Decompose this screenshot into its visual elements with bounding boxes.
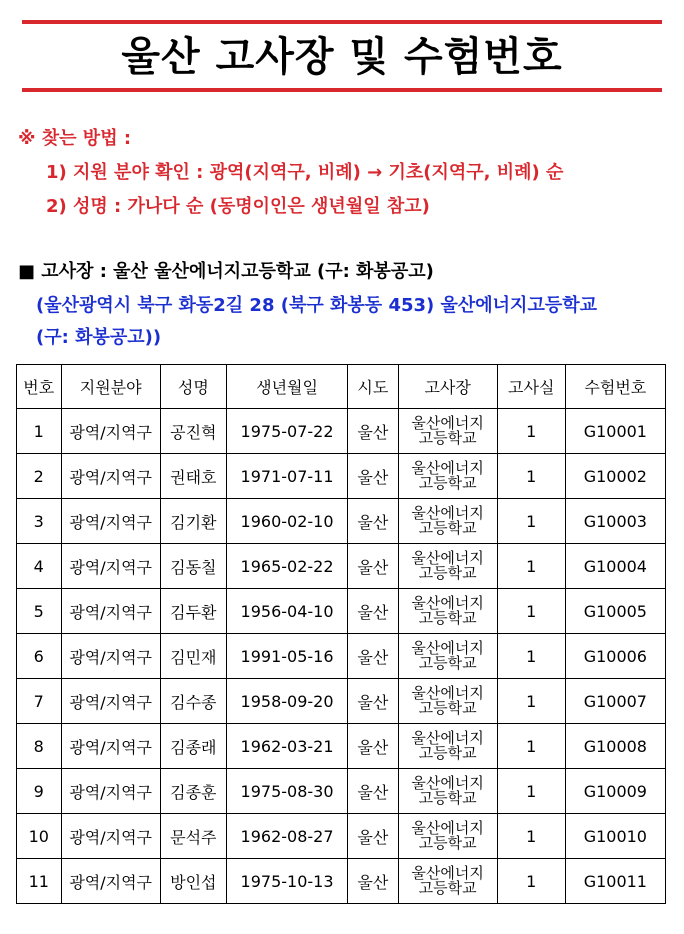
cell-city: 울산 (348, 499, 398, 544)
cell-city: 울산 (348, 769, 398, 814)
venue-label: ■ 고사장 : 울산 울산에너지고등학교 (구: 화봉공고) (18, 261, 434, 282)
exam-site-line-1: 울산에너지 (411, 504, 484, 522)
cell-birthdate: 1991-05-16 (226, 634, 347, 679)
exam-site-line-2: 고등학교 (418, 699, 477, 717)
cell-city: 울산 (348, 814, 398, 859)
exam-site-line-2: 고등학교 (418, 519, 477, 537)
header-number: 번호 (17, 365, 62, 409)
exam-site-line-2: 고등학교 (418, 789, 477, 807)
cell-name: 김민재 (160, 634, 226, 679)
cell-field: 광역/지역구 (61, 769, 160, 814)
exam-site-line-1: 울산에너지 (411, 414, 484, 432)
cell-exam-room: 1 (497, 769, 565, 814)
exam-site-line-1: 울산에너지 (411, 594, 484, 612)
table-row (17, 544, 666, 589)
cell-exam-number: G10011 (565, 859, 665, 904)
cell-exam-number: G10008 (565, 724, 665, 769)
exam-site-line-1: 울산에너지 (411, 819, 484, 837)
cell-city: 울산 (348, 859, 398, 904)
exam-site-line-2: 고등학교 (418, 474, 477, 492)
exam-site-line-2: 고등학교 (418, 879, 477, 897)
cell-number: 4 (17, 544, 62, 589)
cell-name: 문석주 (160, 814, 226, 859)
cell-exam-site (398, 409, 497, 454)
exam-site-line-1: 울산에너지 (411, 729, 484, 747)
cell-number: 2 (17, 454, 62, 499)
cell-number: 8 (17, 724, 62, 769)
cell-city: 울산 (348, 679, 398, 724)
title-bottom-rule (22, 88, 662, 92)
instruction-step-1: 1) 지원 분야 확인 : 광역(지역구, 비례) → 기초(지역구, 비례) 순 (46, 162, 564, 183)
cell-name: 공진혁 (160, 409, 226, 454)
cell-exam-site (398, 859, 497, 904)
cell-exam-room: 1 (497, 859, 565, 904)
cell-number: 5 (17, 589, 62, 634)
cell-name: 김수종 (160, 679, 226, 724)
header-exam-room: 고사실 (497, 365, 565, 409)
cell-field: 광역/지역구 (61, 454, 160, 499)
cell-number: 1 (17, 409, 62, 454)
cell-exam-number: G10005 (565, 589, 665, 634)
table-header-row (17, 365, 666, 409)
title-top-rule (22, 20, 662, 24)
cell-field: 광역/지역구 (61, 814, 160, 859)
cell-number: 10 (17, 814, 62, 859)
table-row (17, 499, 666, 544)
venue-address-line-1: (울산광역시 북구 화동2길 28 (북구 화봉동 453) 울산에너지고등학교 (36, 295, 598, 316)
cell-number: 3 (17, 499, 62, 544)
cell-name: 방인섭 (160, 859, 226, 904)
cell-exam-room: 1 (497, 409, 565, 454)
exam-number-table (16, 364, 666, 904)
exam-site-line-1: 울산에너지 (411, 459, 484, 477)
page-title: 울산 고사장 및 수험번호 (121, 34, 563, 80)
cell-exam-number: G10004 (565, 544, 665, 589)
cell-exam-room: 1 (497, 724, 565, 769)
cell-field: 광역/지역구 (61, 589, 160, 634)
cell-exam-number: G10001 (565, 409, 665, 454)
header-exam-site: 고사장 (398, 365, 497, 409)
venue-address-line-2: (구: 화봉공고)) (36, 327, 162, 348)
table-row (17, 589, 666, 634)
cell-exam-room: 1 (497, 634, 565, 679)
cell-exam-room: 1 (497, 454, 565, 499)
cell-city: 울산 (348, 544, 398, 589)
cell-exam-site (398, 589, 497, 634)
venue-address (36, 290, 676, 354)
cell-name: 김종래 (160, 724, 226, 769)
cell-exam-site (398, 634, 497, 679)
cell-exam-room: 1 (497, 679, 565, 724)
cell-birthdate: 1956-04-10 (226, 589, 347, 634)
exam-site-line-2: 고등학교 (418, 564, 477, 582)
cell-name: 김기환 (160, 499, 226, 544)
cell-field: 광역/지역구 (61, 634, 160, 679)
cell-city: 울산 (348, 634, 398, 679)
cell-name: 김동칠 (160, 544, 226, 589)
cell-exam-number: G10010 (565, 814, 665, 859)
cell-exam-site (398, 454, 497, 499)
cell-name: 김종훈 (160, 769, 226, 814)
cell-birthdate: 1975-07-22 (226, 409, 347, 454)
header-city: 시도 (348, 365, 398, 409)
cell-field: 광역/지역구 (61, 859, 160, 904)
cell-exam-site (398, 769, 497, 814)
cell-birthdate: 1958-09-20 (226, 679, 347, 724)
header-field: 지원분야 (61, 365, 160, 409)
cell-exam-site (398, 724, 497, 769)
exam-site-line-2: 고등학교 (418, 609, 477, 627)
cell-exam-room: 1 (497, 814, 565, 859)
cell-birthdate: 1962-03-21 (226, 724, 347, 769)
table-row (17, 814, 666, 859)
cell-number: 6 (17, 634, 62, 679)
cell-exam-number: G10003 (565, 499, 665, 544)
cell-birthdate: 1962-08-27 (226, 814, 347, 859)
header-name: 성명 (160, 365, 226, 409)
cell-number: 7 (17, 679, 62, 724)
cell-field: 광역/지역구 (61, 724, 160, 769)
exam-site-line-1: 울산에너지 (411, 684, 484, 702)
table-row (17, 634, 666, 679)
cell-birthdate: 1975-10-13 (226, 859, 347, 904)
cell-city: 울산 (348, 454, 398, 499)
cell-birthdate: 1965-02-22 (226, 544, 347, 589)
cell-exam-site (398, 544, 497, 589)
exam-site-line-1: 울산에너지 (411, 774, 484, 792)
cell-field: 광역/지역구 (61, 679, 160, 724)
cell-name: 김두환 (160, 589, 226, 634)
cell-exam-room: 1 (497, 499, 565, 544)
exam-site-line-2: 고등학교 (418, 654, 477, 672)
cell-city: 울산 (348, 724, 398, 769)
cell-exam-number: G10007 (565, 679, 665, 724)
cell-exam-room: 1 (497, 544, 565, 589)
cell-field: 광역/지역구 (61, 544, 160, 589)
table-row (17, 454, 666, 499)
cell-field: 광역/지역구 (61, 499, 160, 544)
exam-site-line-1: 울산에너지 (411, 864, 484, 882)
cell-city: 울산 (348, 589, 398, 634)
cell-city: 울산 (348, 409, 398, 454)
table-row (17, 769, 666, 814)
cell-exam-number: G10009 (565, 769, 665, 814)
header-birthdate: 생년월일 (226, 365, 347, 409)
table-row (17, 679, 666, 724)
table-row (17, 409, 666, 454)
instructions-heading: ※ 찾는 방법 : (18, 128, 132, 149)
cell-name: 권태호 (160, 454, 226, 499)
exam-site-line-2: 고등학교 (418, 744, 477, 762)
cell-birthdate: 1971-07-11 (226, 454, 347, 499)
header-exam-number: 수험번호 (565, 365, 665, 409)
cell-exam-site (398, 499, 497, 544)
cell-field: 광역/지역구 (61, 409, 160, 454)
instruction-step-2: 2) 성명 : 가나다 순 (동명이인은 생년월일 참고) (46, 196, 430, 217)
cell-birthdate: 1960-02-10 (226, 499, 347, 544)
exam-site-line-1: 울산에너지 (411, 549, 484, 567)
exam-site-line-2: 고등학교 (418, 834, 477, 852)
table-row (17, 724, 666, 769)
cell-exam-number: G10006 (565, 634, 665, 679)
cell-birthdate: 1975-08-30 (226, 769, 347, 814)
search-instructions (18, 122, 563, 224)
cell-exam-room: 1 (497, 589, 565, 634)
cell-exam-site (398, 679, 497, 724)
table-row (17, 859, 666, 904)
cell-exam-site (398, 814, 497, 859)
cell-number: 11 (17, 859, 62, 904)
table-body (17, 409, 666, 904)
exam-site-line-1: 울산에너지 (411, 639, 484, 657)
cell-exam-number: G10002 (565, 454, 665, 499)
cell-number: 9 (17, 769, 62, 814)
exam-site-line-2: 고등학교 (418, 429, 477, 447)
